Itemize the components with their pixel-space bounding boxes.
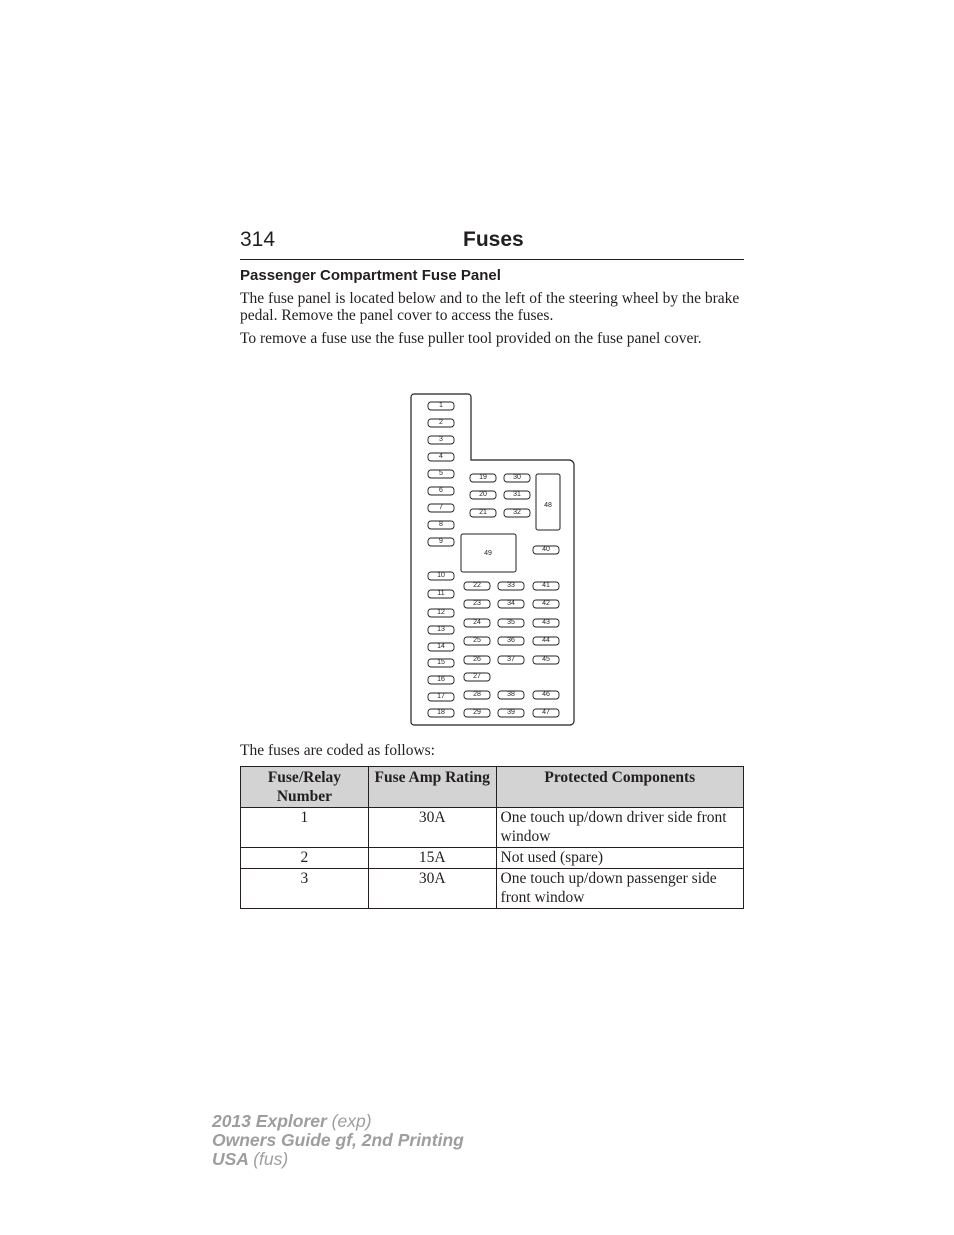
paragraph-location: The fuse panel is located below and to the left of the steering wheel by the brake pedal. Remove the panel cover to access the fuses. — [240, 290, 740, 324]
fuse-label: 44 — [542, 637, 550, 644]
fuse-table — [240, 766, 744, 909]
header-fuse-relay-number: Fuse/Relay Number — [241, 767, 369, 808]
table-row — [241, 848, 744, 869]
fuse-label: 6 — [439, 487, 443, 494]
fuse-label: 37 — [507, 656, 515, 663]
fuse-label: 32 — [513, 509, 521, 516]
fuse-label: 14 — [437, 643, 445, 650]
section-heading: Passenger Compartment Fuse Panel — [240, 267, 501, 284]
fuse-number-cell: 2 — [241, 848, 369, 869]
fuse-label: 3 — [439, 436, 443, 443]
component-cell: One touch up/down driver side front window — [496, 808, 743, 848]
fuse-label: 42 — [542, 600, 550, 607]
table-header-row — [241, 767, 744, 808]
fuse-label: 28 — [473, 691, 481, 698]
fuse-label: 2 — [439, 419, 443, 426]
fuse-label: 22 — [473, 582, 481, 589]
fuse-label: 38 — [507, 691, 515, 698]
fuse-label: 10 — [437, 572, 445, 579]
fuse-label: 43 — [542, 619, 550, 626]
fuse-label: 21 — [479, 509, 487, 516]
fuse-label: 12 — [437, 609, 445, 616]
fuse-number-cell: 1 — [241, 808, 369, 848]
table-caption: The fuses are coded as follows: — [240, 742, 435, 759]
fuse-label: 24 — [473, 619, 481, 626]
footer-line-2: Owners Guide gf, 2nd Printing — [212, 1130, 464, 1150]
fuse-label: 35 — [507, 619, 515, 626]
page-title: Fuses — [463, 228, 524, 251]
fuse-label: 17 — [437, 693, 445, 700]
fuse-label: 23 — [473, 600, 481, 607]
amp-rating-cell: 15A — [368, 848, 496, 869]
fuse-label: 4 — [439, 453, 443, 460]
footer-line-1 — [212, 1112, 464, 1131]
fuse-label: 13 — [437, 626, 445, 633]
footer-model: 2013 Explorer — [212, 1111, 327, 1131]
fuse-label: 27 — [473, 673, 481, 680]
relay-label: 48 — [544, 502, 552, 509]
fuse-label: 8 — [439, 521, 443, 528]
footer-line-3 — [212, 1150, 464, 1169]
fuse-label: 39 — [507, 709, 515, 716]
fuse-number-cell: 3 — [241, 869, 369, 909]
fuse-label: 34 — [507, 600, 515, 607]
fuse-label: 16 — [437, 676, 445, 683]
fuse-label: 9 — [439, 538, 443, 545]
fuse-label: 7 — [439, 504, 443, 511]
fuse-label: 31 — [513, 491, 521, 498]
component-cell: Not used (spare) — [496, 848, 743, 869]
paragraph-removal: To remove a fuse use the fuse puller tool provided on the fuse panel cover. — [240, 330, 702, 347]
fuse-label: 15 — [437, 659, 445, 666]
component-cell: One touch up/down passenger side front window — [496, 869, 743, 909]
table-row — [241, 808, 744, 848]
fuse-label: 36 — [507, 637, 515, 644]
fuse-label: 20 — [479, 491, 487, 498]
fuse-label: 11 — [437, 590, 445, 597]
fuse-panel-diagram — [409, 393, 577, 729]
fuse-label: 33 — [507, 582, 515, 589]
fuse-label: 47 — [542, 709, 550, 716]
table-row — [241, 869, 744, 909]
relay-label: 49 — [484, 550, 492, 557]
footer — [212, 1112, 464, 1169]
fuse-label: 45 — [542, 656, 550, 663]
header-protected-components: Protected Components — [496, 767, 743, 808]
footer-market-code: (fus) — [253, 1149, 289, 1169]
fuse-label: 41 — [542, 582, 550, 589]
fuse-label: 46 — [542, 691, 550, 698]
fuse-label: 29 — [473, 709, 481, 716]
fuse-label: 25 — [473, 637, 481, 644]
fuse-label: 30 — [513, 474, 521, 481]
page-header — [240, 228, 744, 260]
footer-model-code: (exp) — [331, 1111, 372, 1131]
header-fuse-amp-rating: Fuse Amp Rating — [368, 767, 496, 808]
fuse-label: 19 — [479, 474, 487, 481]
amp-rating-cell: 30A — [368, 869, 496, 909]
fuse-label: 26 — [473, 656, 481, 663]
footer-market: USA — [212, 1149, 249, 1169]
fuse-label: 18 — [437, 709, 445, 716]
fuse-label: 5 — [439, 470, 443, 477]
fuse-label: 40 — [542, 546, 550, 553]
fuse-label: 1 — [439, 402, 443, 409]
page-number: 314 — [240, 228, 276, 251]
amp-rating-cell: 30A — [368, 808, 496, 848]
